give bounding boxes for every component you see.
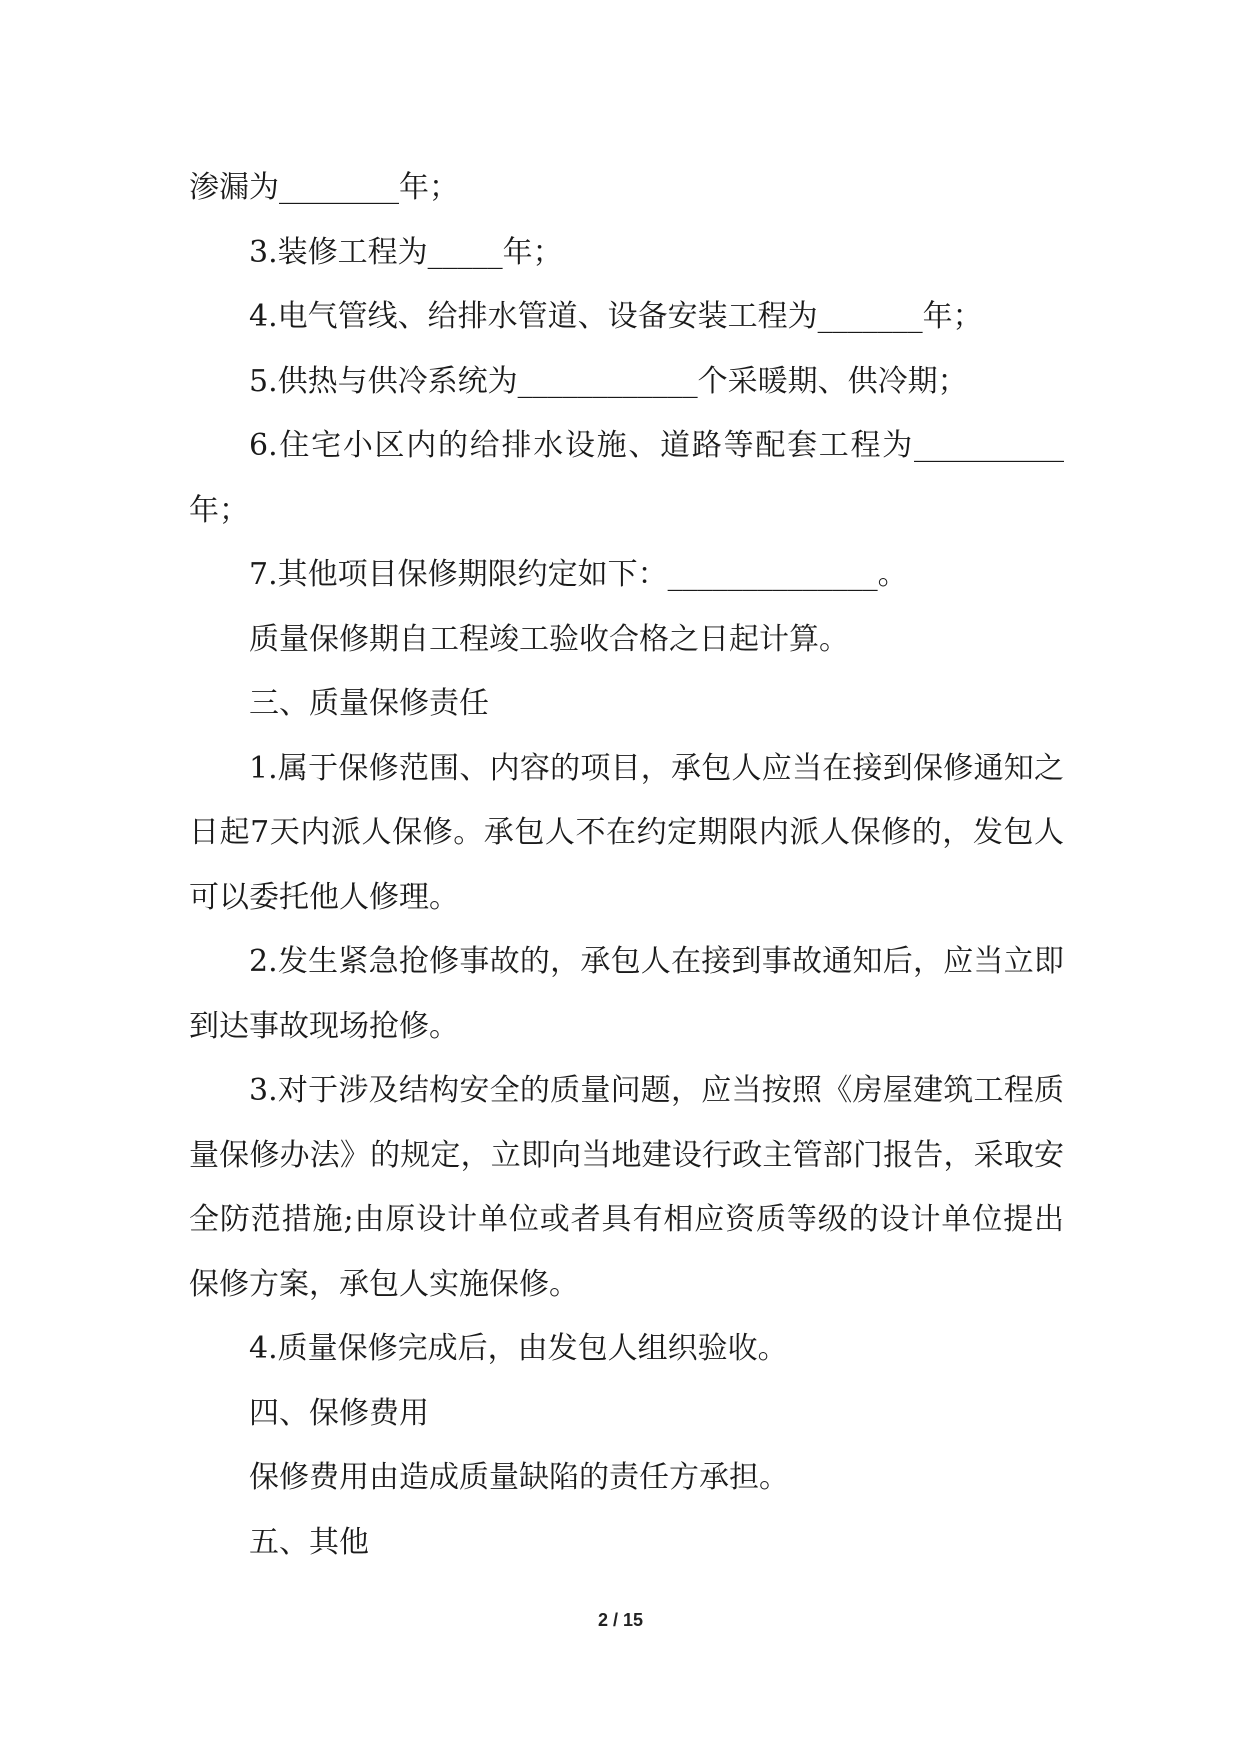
paragraph: 1.属于保修范围、内容的项目，承包人应当在接到保修通知之日起7天内派人保修。承包人不在约定期限内派人保修的，发包人可以委托他人修理。 [189,750,1064,915]
paragraph: 4.电气管线、给排水管道、设备安装工程为_______年； [249,299,983,334]
paragraph: 质量保修期自工程竣工验收合格之日起计算。 [249,621,849,657]
paragraph: 2.发生紧急抢修事故的，承包人在接到事故通知后，应当立即到达事故现场抢修。 [189,944,1064,1044]
paragraph: 5.供热与供冷系统为____________个采暖期、供冷期； [249,363,968,399]
paragraph: 3.对于涉及结构安全的质量问题，应当按照《房屋建筑工程质量保修办法》的规定，立即向当地建设行政主管部门报告，采取安全防范措施;由原设计单位或者具有相应资质等级的设计单位提出保修方案，承包人实施保修。 [189,1073,1064,1302]
paragraph: 6.住宅小区内的给排水设施、道路等配套工程为__________年； [189,428,1064,528]
paragraph: 4.质量保修完成后，由发包人组织验收。 [249,1331,788,1366]
document-body [189,156,1064,1575]
section-heading: 五、其他 [249,1524,369,1560]
section-heading: 四、保修费用 [249,1395,429,1431]
paragraph: 保修费用由造成质量缺陷的责任方承担。 [249,1460,789,1495]
paragraph: 3.装修工程为_____年； [249,234,563,270]
paragraph: 渗漏为________年； [189,170,459,205]
section-heading: 三、质量保修责任 [249,686,489,721]
page-number: 2 / 15 [597,1610,644,1630]
paragraph: 7.其他项目保修期限约定如下：______________。 [249,557,908,592]
